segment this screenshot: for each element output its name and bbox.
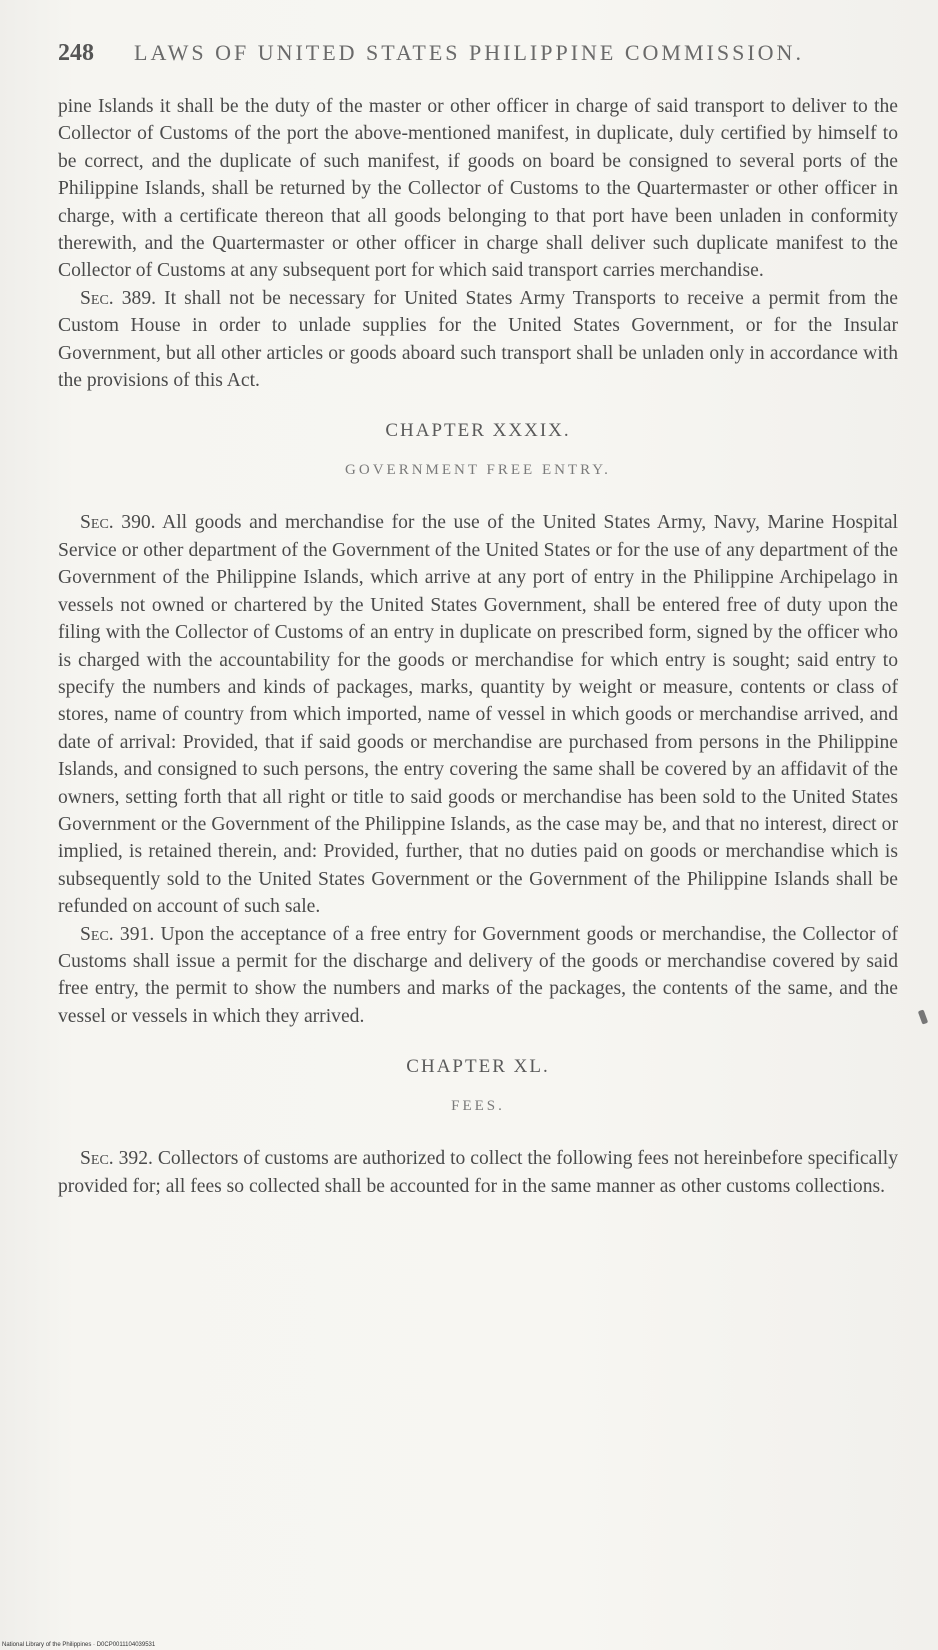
chapter-heading: CHAPTER XXXIX. <box>385 420 571 442</box>
chapter-subheading: GOVERNMENT FREE ENTRY. <box>345 462 611 479</box>
section-392 <box>58 1145 898 1200</box>
section-text: Collectors of customs are authorized to collect the following fees not hereinbefore specifically provided for; all fees so collected shall be accounted for in the same manner as other customs collections. <box>58 1148 898 1197</box>
page-number: 248 <box>58 40 94 66</box>
page-content <box>58 40 898 1200</box>
scan-footer: National Library of the Philippines · D0CP0011104039531 <box>2 1642 156 1648</box>
page-header <box>58 40 898 67</box>
chapter-subheading: FEES. <box>451 1098 505 1115</box>
section-391 <box>58 921 898 1031</box>
section-label: Sec. 389. <box>80 287 157 309</box>
section-label: Sec. 390. <box>80 512 156 534</box>
section-text: It shall not be necessary for United States Army Transports to receive a permit from the Custom House in order to unlade supplies for the United States Government, or for the Insular Government, but all other articles or goods aboard such transport shall be unladen only in accordance with the provisions of this Act. <box>58 287 898 392</box>
page-edge-mark <box>918 1009 928 1024</box>
paragraph-continuation: pine Islands it shall be the duty of the master or other officer in charge of said transport to deliver to the Collector of Customs of the port the above-mentioned manifest, in duplicate, duly certified by himself to be correct, and the duplicate of such manifest, if goods on board be consigned to several ports of the Philippine Islands, shall be returned by the Collector of Customs to the Quartermaster or other officer in charge, with a certificate thereon that all goods belonging to that port have been unladen in conformity therewith, and the Quartermaster or other officer in charge shall deliver such duplicate manifest to the Collector of Customs at any subsequent port for which said transport carries merchandise. <box>58 96 898 282</box>
section-390 <box>58 509 898 920</box>
section-text: Upon the acceptance of a free entry for Government goods or merchandise, the Collector of Customs shall issue a permit for the discharge and delivery of the goods or merchandise covered by said free entry, the permit to show the numbers and marks of the packages, the contents of the same, and the vessel or vessels in which they arrived. <box>58 923 898 1027</box>
section-389 <box>58 285 898 395</box>
section-label: Sec. 392. <box>80 1148 153 1170</box>
section-text: All goods and merchandise for the use of the United States Army, Navy, Marine Hospital Service or other department of the Government of the United States or for the use of any department of the Government of the Philippine Islands, which arrive at any port of entry in the Philippine Archipelago in vessels not owned or chartered by the United States Government, shall be entered free of duty upon the filing with the Collector of Customs of an entry in duplicate on prescribed form, signed by the officer who is charged with the accountability for the goods or merchandise for which entry is sought; said entry to specify the numbers and kinds of packages, marks, quantity by weight or measure, contents or class of stores, name of country from which imported, name of vessel in which goods or merchandise arrived, and date of arrival: Provided, that if said goods or merchandise are purchased from persons in the Philippine Islands, and consigned to such persons, the entry covering the same shall be covered by an affidavit of the owners, setting forth that all right or title to said goods or merchandise has been sold to the United States Government or the Government of the Philippine Islands, as the case may be, and that no interest, direct or implied, is retained therein, and: Provided, further, that no duties paid on goods or merchandise which is subsequently sold to the United States Government or the Government of the Philippine Islands shall be refunded on account of such sale. <box>58 512 898 918</box>
running-title: LAWS OF UNITED STATES PHILIPPINE COMMISSION. <box>134 40 804 65</box>
section-label: Sec. 391. <box>80 923 155 945</box>
chapter-heading: CHAPTER XL. <box>406 1056 550 1078</box>
